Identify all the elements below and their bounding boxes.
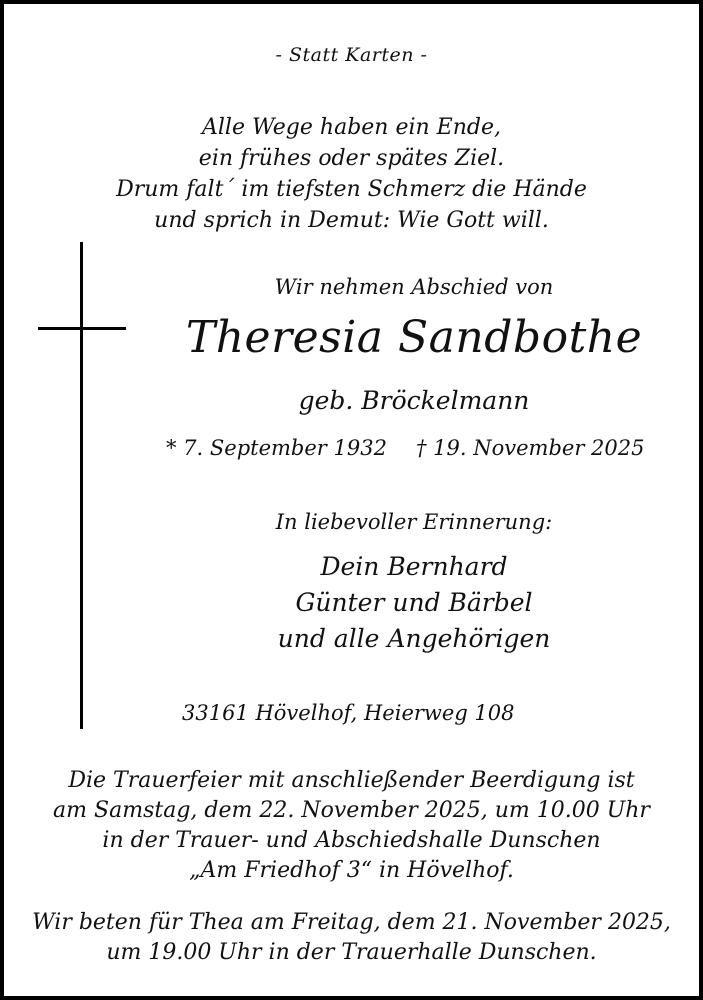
mourners xyxy=(164,549,664,657)
poem-line: ein frühes oder spätes Ziel. xyxy=(198,146,505,171)
poem-line: und sprich in Demut: Wie Gott will. xyxy=(154,208,549,233)
maiden-name: geb. Bröckelmann xyxy=(298,386,530,415)
mourner-line: Günter und Bärbel xyxy=(295,588,533,617)
poem-line: Drum falt´ im tiefsten Schmerz die Hände xyxy=(116,177,587,202)
prayer-info xyxy=(4,908,699,968)
farewell-intro: Wir nehmen Abschied von xyxy=(274,275,554,299)
poem-line: Alle Wege haben ein Ende, xyxy=(202,115,501,140)
death-date: † 19. November 2025 xyxy=(416,436,645,460)
birth-date: * 7. September 1932 xyxy=(166,436,387,460)
memory-line: In liebevoller Erinnerung: xyxy=(275,510,553,534)
service-line: Die Trauerfeier mit anschließender Beerdigung ist xyxy=(68,768,635,793)
family-address: 33161 Hövelhof, Heierweg 108 xyxy=(182,701,515,725)
statt-karten-line xyxy=(4,44,699,66)
mourner-line: Dein Bernhard xyxy=(320,552,508,581)
service-line: „Am Friedhof 3“ in Hövelhof. xyxy=(189,858,514,883)
prayer-line: um 19.00 Uhr in der Trauerhalle Dunschen. xyxy=(106,940,597,965)
service-line: in der Trauer- und Abschiedshalle Dunschen xyxy=(102,828,601,853)
deceased-name: Theresia Sandbothe xyxy=(185,312,643,363)
poem xyxy=(4,112,699,236)
funeral-service-info xyxy=(4,766,699,886)
cross-icon xyxy=(80,242,83,729)
prayer-line: Wir beten für Thea am Freitag, dem 21. November 2025, xyxy=(32,910,671,935)
mourner-line: und alle Angehörigen xyxy=(277,624,551,653)
cross-icon-crossbar xyxy=(38,327,126,330)
service-line: am Samstag, dem 22. November 2025, um 10.00 Uhr xyxy=(53,798,650,823)
statt-karten-text: - Statt Karten - xyxy=(275,44,428,66)
